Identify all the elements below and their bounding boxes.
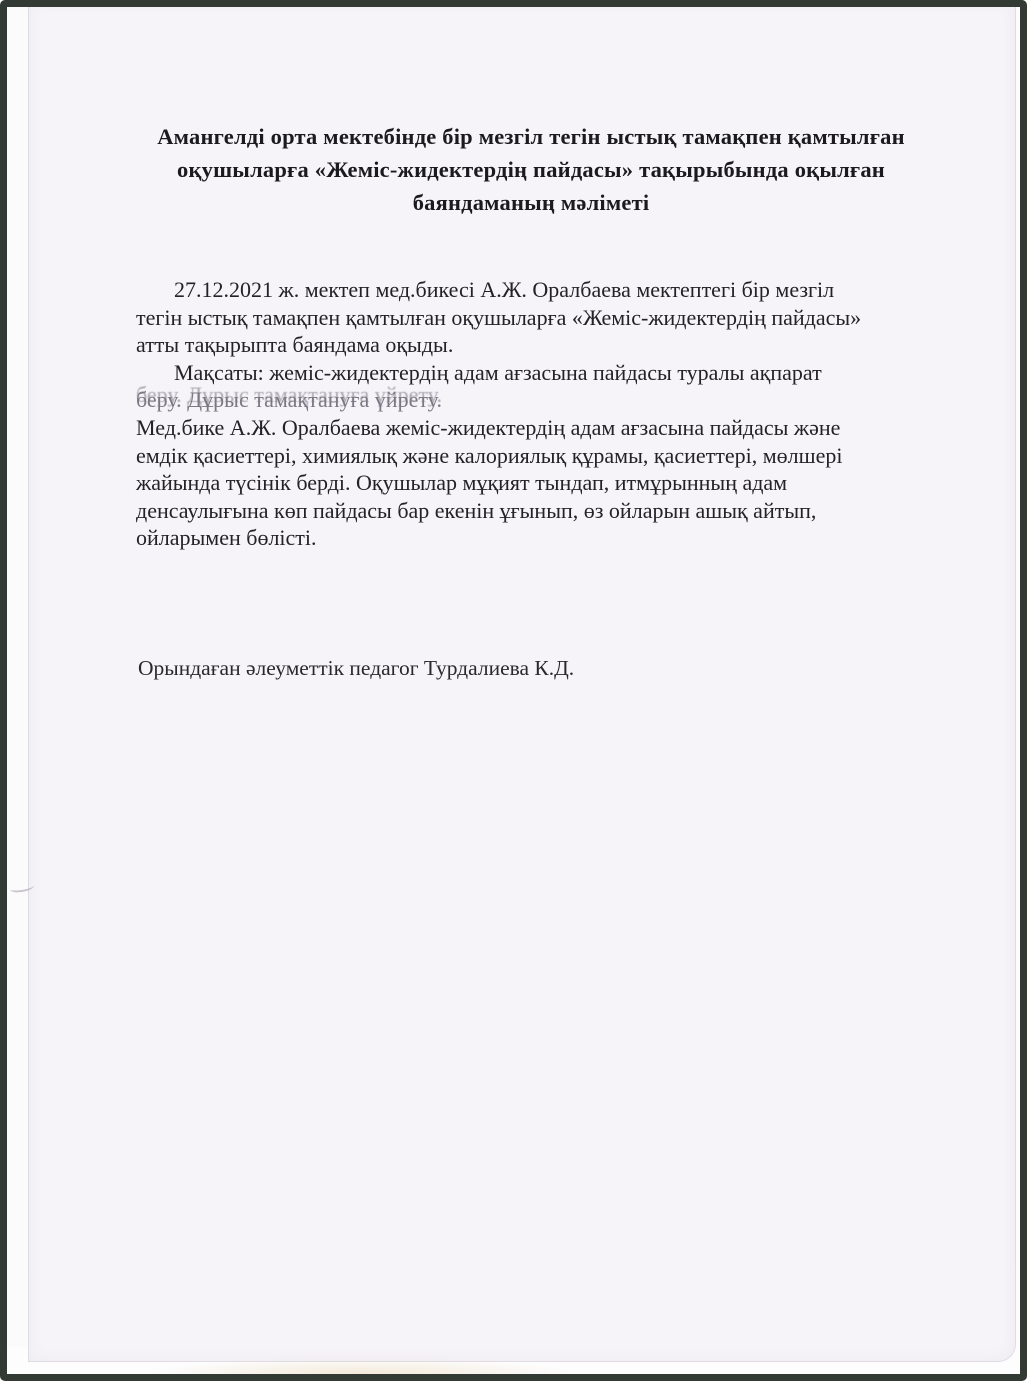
signature-line: Орындаған әлеуметтік педагог Турдалиева К.Д. [138,656,575,680]
paragraph-date-report [136,276,926,359]
body-line: ойларымен бөлісті. [136,525,317,551]
body-line: емдік қасиеттері, химиялық және калориялық құрамы, қасиеттері, мөлшері [136,442,843,468]
title-line: баяндаманың мәліметі [412,190,650,215]
scan-bottom-tint [147,1358,577,1374]
body-line-faded: беру. Дұрыс тамақтануға үйрету. [136,387,442,413]
title-line: оқушыларға «Жеміс-жидектердің пайдасы» тақырыбында оқылған [177,157,885,182]
body-line: 27.12.2021 ж. мектеп мед.бикесі А.Ж. Оралбаева мектептегі бір мезгіл [174,277,835,302]
body-line: Мақсаты: жеміс-жидектердің адам ағзасына пайдасы туралы ақпарат [174,359,822,385]
document-body [136,276,926,552]
document-title [136,120,926,219]
body-line: денсаулығына көп пайдасы бар екенін ұғынып, өз ойларын ашық айтып, [136,497,817,523]
body-line: тегін ыстық тамақпен қамтылған оқушыларға «Жеміс-жидектердің пайдасы» [136,304,862,330]
paragraph-goal [136,359,926,414]
paragraph-summary [136,414,926,552]
title-line: Амангелді орта мектебінде бір мезгіл тегін ыстық тамақпен қамтылған [157,124,905,149]
body-line: атты тақырыпта баяндама оқыды. [136,332,454,358]
body-line: жайында түсінік берді. Оқушылар мұқият тындап, итмұрынның адам [136,470,788,496]
body-line: Мед.бике А.Ж. Оралбаева жеміс-жидектердің адам ағзасына пайдасы және [136,414,841,440]
scanner-margin-left [7,7,28,1374]
